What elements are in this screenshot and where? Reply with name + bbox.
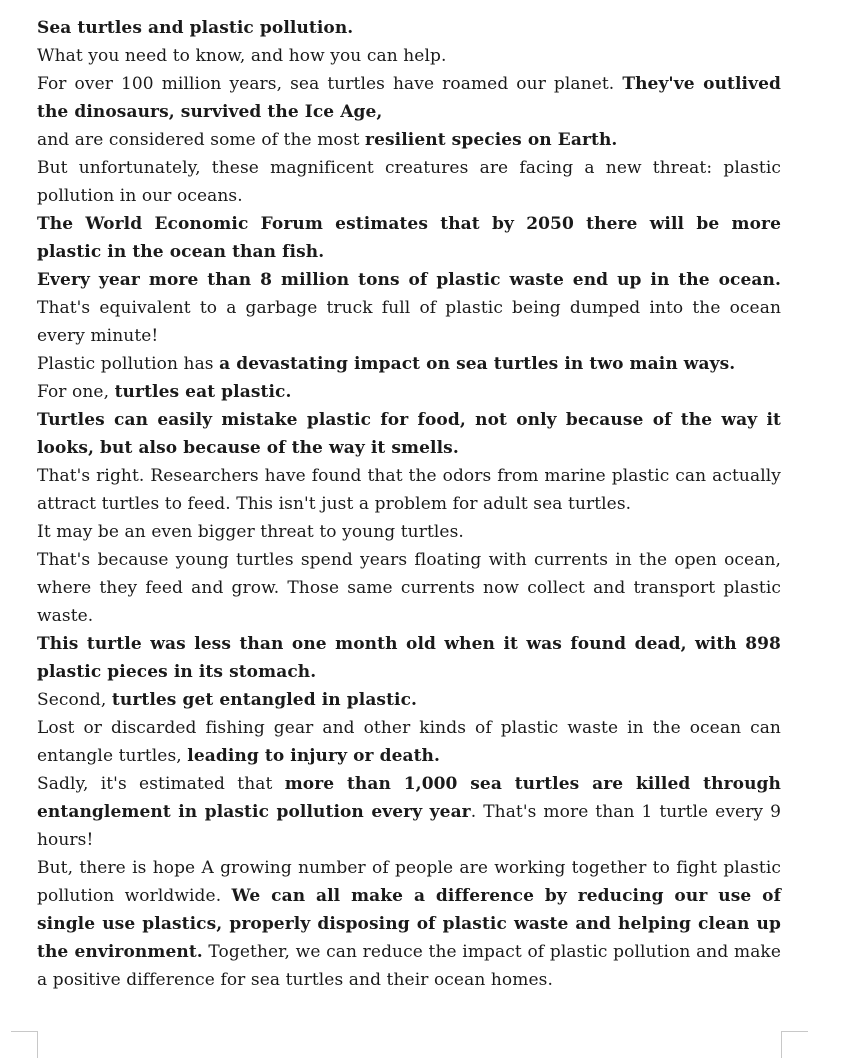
paragraph-mistake-food: Turtles can easily mistake plastic for food, not only because of the way it looks, but also because of the way it smells.	[37, 410, 781, 458]
document-body	[37, 14, 781, 994]
page-corner-mark-right	[781, 1031, 808, 1058]
paragraph-emphasis: a devastating impact on sea turtles in two main ways.	[219, 354, 736, 374]
paragraph-currents: That's because young turtles spend years floating with currents in the open ocean, where they feed and grow. Those same currents now collect and transport plastic waste.	[37, 550, 781, 626]
paragraph-entangled	[37, 686, 781, 714]
paragraph-eat-plastic	[37, 378, 781, 406]
paragraph-forum-estimate: The World Economic Forum estimates that by 2050 there will be more plastic in the ocean than fish.	[37, 214, 781, 262]
paragraph-emphasis: turtles eat plastic.	[114, 382, 292, 402]
paragraph-emphasis: resilient species on Earth.	[365, 130, 618, 150]
paragraph-emphasis: They've outlived the dinosaurs, survived the Ice Age,	[37, 74, 781, 122]
paragraph-resilient	[37, 126, 781, 154]
paragraph-emphasis: turtles get entangled in plastic.	[111, 690, 418, 710]
paragraph-history	[37, 70, 781, 126]
page-corner-mark-left	[11, 1031, 38, 1058]
paragraph-text: Together, we can reduce the impact of plastic pollution and make a positive difference for sea turtles and their ocean homes.	[37, 942, 781, 990]
paragraph-emphasis: leading to injury or death.	[187, 746, 441, 766]
paragraph-odors: That's right. Researchers have found that the odors from marine plastic can actually attract turtles to feed. This isn't just a problem for adult sea turtles.	[37, 466, 781, 514]
paragraph-hope	[37, 854, 781, 994]
paragraph-text: But, there is hope A growing number of people are working together to fight plastic pollution worldwide.	[37, 858, 781, 906]
document-title: Sea turtles and plastic pollution.	[37, 18, 354, 38]
paragraph-text: For over 100 million years, sea turtles have roamed our planet.	[37, 74, 623, 94]
paragraph-text: That's equivalent to a garbage truck full of plastic being dumped into the ocean every minute!	[37, 298, 781, 346]
paragraph-text: Plastic pollution has	[37, 354, 220, 374]
paragraph-two-ways	[37, 350, 781, 378]
paragraph-text: Second,	[37, 690, 112, 710]
paragraph-threat: But unfortunately, these magnificent creatures are facing a new threat: plastic pollution in our oceans.	[37, 158, 781, 206]
paragraph-text: Lost or discarded fishing gear and other kinds of plastic waste in the ocean can entangle turtles,	[37, 718, 781, 766]
document-subtitle: What you need to know, and how you can help.	[37, 46, 447, 66]
paragraph-young-turtles: It may be an even bigger threat to young turtles.	[37, 522, 464, 542]
paragraph-dead-turtle: This turtle was less than one month old when it was found dead, with 898 plastic pieces in its stomach.	[37, 634, 781, 682]
paragraph-estimate-deaths	[37, 770, 781, 854]
paragraph-text: For one,	[37, 382, 115, 402]
paragraph-text: and are considered some of the most	[37, 130, 366, 150]
paragraph-tons-per-year	[37, 266, 781, 350]
paragraph-text: . That's more than 1 turtle every 9 hours!	[37, 802, 781, 850]
paragraph-emphasis: Every year more than 8 million tons of plastic waste end up in the ocean.	[37, 270, 781, 290]
paragraph-fishing-gear	[37, 714, 781, 770]
paragraph-emphasis: We can all make a difference by reducing our use of single use plastics, properly disposing of plastic waste and helping clean up the environment.	[37, 886, 781, 962]
paragraph-text: Sadly, it's estimated that	[37, 774, 285, 794]
paragraph-emphasis: more than 1,000 sea turtles are killed through entanglement in plastic pollution every year	[37, 774, 781, 822]
